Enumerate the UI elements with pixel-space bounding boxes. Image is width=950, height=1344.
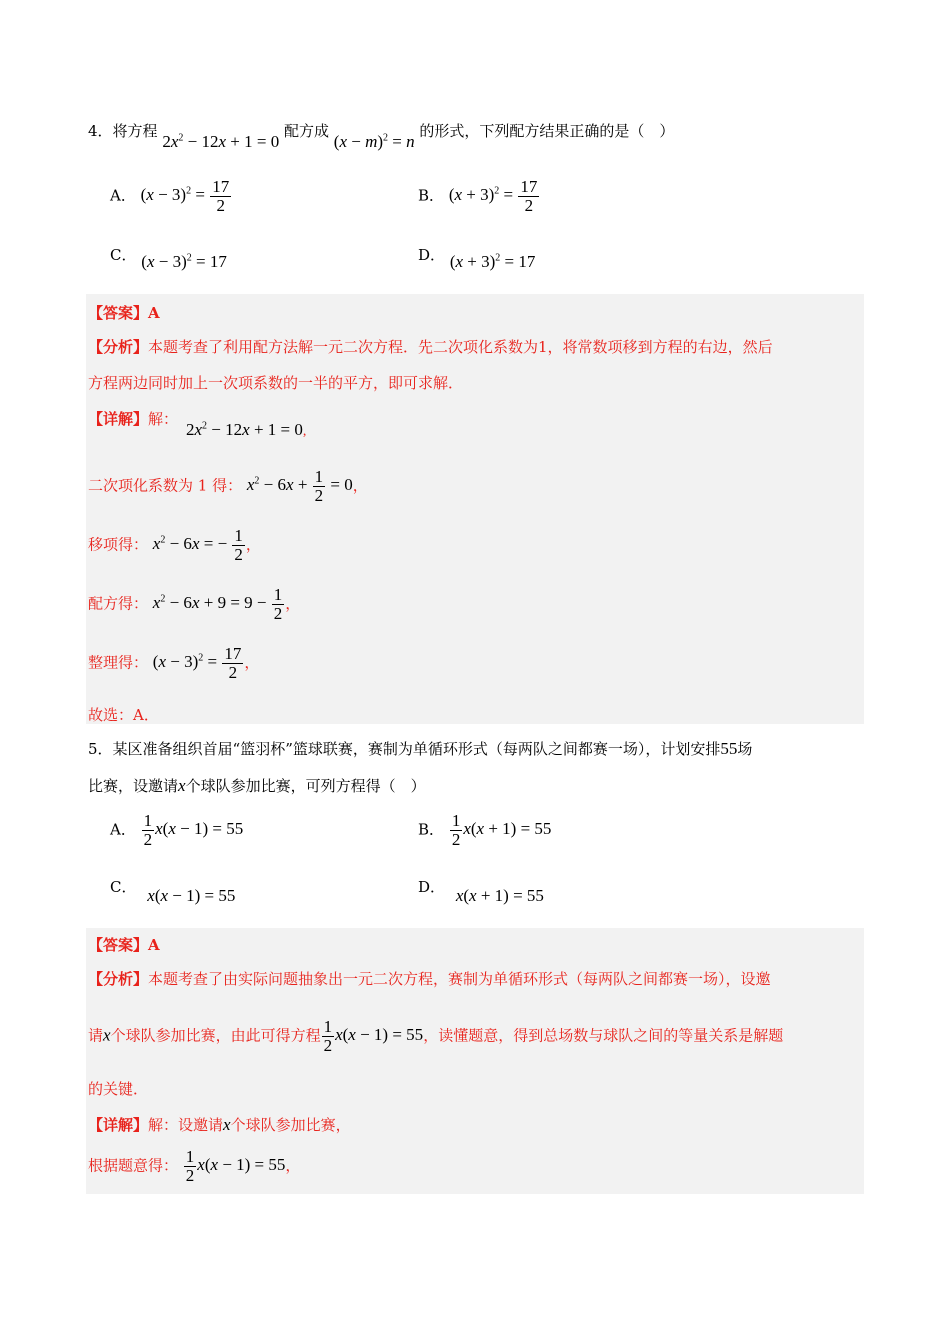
q4-step1 bbox=[88, 468, 368, 505]
option-equation: $(x - 3)^2$ = $\frac{17}{2}$ bbox=[140, 177, 230, 215]
detail-text-suffix: 个球队参加比赛， bbox=[230, 1116, 351, 1134]
option-label: D． bbox=[418, 246, 446, 264]
option-equation: x(x + 1) = 55 bbox=[455, 886, 544, 905]
comma: ， bbox=[285, 1156, 301, 1175]
option-equation: $\frac{1}{2}$ x(x + 1) = 55 bbox=[451, 811, 552, 849]
q4-option-b[interactable] bbox=[418, 178, 540, 215]
stem-number: 55 bbox=[720, 739, 738, 758]
q4-step2 bbox=[88, 527, 261, 564]
stem-text: 5．某区准备组织首届“篮羽杯”篮球联赛，赛制为单循环形式（每两队之间都赛一场），计划安排 bbox=[88, 740, 721, 758]
detail-tag: 【详解】 bbox=[88, 1116, 149, 1134]
analysis-text-suffix: ，读懂题意，得到总场数与球队之间的等量关系是解题 bbox=[423, 1026, 784, 1045]
q4-stem-suffix: 的形式，下列配方结果正确的是（ ） bbox=[419, 122, 675, 140]
stem-variable: x bbox=[178, 776, 186, 795]
q5-option-d[interactable] bbox=[418, 876, 544, 906]
q4-stem-prefix: 4．将方程 bbox=[88, 122, 158, 140]
step-equation: $x^2 - 6x$ = − $\frac{1}{2}$ bbox=[152, 526, 243, 564]
option-equation: x(x − 1) = 55 bbox=[147, 886, 236, 905]
option-label: A． bbox=[110, 820, 136, 839]
q4-stem bbox=[88, 120, 674, 154]
q4-option-a[interactable] bbox=[110, 178, 232, 215]
q4-analysis-line1 bbox=[88, 336, 773, 357]
q5-option-c[interactable] bbox=[110, 876, 235, 906]
q5-option-a[interactable] bbox=[110, 812, 243, 849]
stem-text-suffix: 个球队参加比赛，可列方程得（ ） bbox=[185, 777, 426, 795]
q4-step4 bbox=[88, 645, 259, 682]
q5-stem-line1 bbox=[88, 738, 752, 759]
q5-analysis-line2 bbox=[88, 1018, 783, 1055]
q4-step3 bbox=[88, 586, 300, 623]
step-label: 整理得： bbox=[88, 653, 149, 672]
q4-stem-mid: 配方成 bbox=[283, 122, 329, 140]
option-equation: $(x + 3)^2 = 17$ bbox=[449, 252, 536, 271]
comma: ， bbox=[244, 653, 260, 672]
step-label: 二次项化系数为 1 得： bbox=[88, 476, 243, 495]
q5-answer: 【答案】A bbox=[88, 936, 160, 954]
step-equation: $x^2 - 6x$ + $\frac{1}{2}$ = 0 bbox=[246, 467, 353, 505]
step-equation: $(x - 3)^2$ = $\frac{17}{2}$ bbox=[152, 644, 242, 682]
q5-stem-line2 bbox=[88, 775, 426, 796]
step-label: 配方得： bbox=[88, 594, 149, 613]
comma: ， bbox=[352, 476, 368, 495]
comma: ， bbox=[285, 594, 301, 613]
q5-analysis-line1 bbox=[88, 968, 771, 989]
stem-text-suffix: 场 bbox=[737, 740, 753, 758]
q4-stem-form: $(x - m)^2 = n$ bbox=[333, 132, 415, 151]
option-label: C． bbox=[110, 878, 137, 896]
option-equation: $(x + 3)^2$ = $\frac{17}{2}$ bbox=[448, 177, 538, 215]
q4-detail-line bbox=[88, 408, 178, 429]
q5-step1 bbox=[88, 1148, 300, 1185]
analysis-tag: 【分析】 bbox=[88, 970, 149, 988]
step-label: 根据题意得： bbox=[88, 1156, 179, 1175]
analysis-text: 请 bbox=[88, 1026, 104, 1045]
option-equation: $\frac{1}{2}$ x(x − 1) = 55 bbox=[143, 811, 244, 849]
option-label: D． bbox=[418, 878, 446, 896]
option-label: A． bbox=[110, 186, 136, 205]
step-equation: $x^2 - 6x + 9 = 9$ − $\frac{1}{2}$ bbox=[152, 585, 283, 623]
q4-conclusion: 故选：A． bbox=[88, 706, 159, 724]
detail-text: 解：设邀请 bbox=[148, 1116, 224, 1134]
option-label: B． bbox=[418, 820, 445, 839]
analysis-equation: $\frac{1}{2}$ x(x − 1) = 55 bbox=[323, 1017, 424, 1055]
detail-jie: 解： bbox=[148, 410, 179, 428]
q5-option-b[interactable] bbox=[418, 812, 551, 849]
option-label: B． bbox=[418, 186, 445, 205]
analysis-variable: x bbox=[103, 1025, 111, 1045]
q4-step0-equation: $2x^2 - 12x + 1 = 0$, bbox=[186, 420, 307, 439]
option-label: C． bbox=[110, 246, 137, 264]
q5-analysis-line3: 的关键． bbox=[88, 1080, 149, 1098]
stem-text: 比赛，设邀请 bbox=[88, 777, 179, 795]
q4-stem-equation: $2x^2 - 12x + 1 = 0$ bbox=[162, 132, 280, 151]
analysis-text: 本题考查了利用配方法解一元二次方程．先二次项化系数为1，将常数项移到方程的右边，然后 bbox=[148, 338, 773, 356]
step-equation: $\frac{1}{2}$ x(x − 1) = 55 bbox=[185, 1147, 286, 1185]
q4-option-d[interactable] bbox=[418, 244, 535, 272]
option-equation: $(x - 3)^2 = 17$ bbox=[141, 252, 227, 271]
analysis-tag: 【分析】 bbox=[88, 338, 149, 356]
q5-detail-line bbox=[88, 1114, 351, 1135]
step-label: 移项得： bbox=[88, 535, 149, 554]
q4-option-c[interactable] bbox=[110, 244, 227, 272]
comma: ， bbox=[245, 535, 261, 554]
detail-tag: 【详解】 bbox=[88, 410, 149, 428]
detail-variable: x bbox=[223, 1115, 231, 1134]
q4-answer: 【答案】A bbox=[88, 304, 160, 322]
analysis-text: 本题考查了由实际问题抽象出一元二次方程，赛制为单循环形式（每两队之间都赛一场），设邀 bbox=[148, 970, 771, 988]
q4-analysis-line2: 方程两边同时加上一次项系数的一半的平方，即可求解． bbox=[88, 374, 464, 392]
analysis-text-mid: 个球队参加比赛，由此可得方程 bbox=[110, 1026, 321, 1045]
